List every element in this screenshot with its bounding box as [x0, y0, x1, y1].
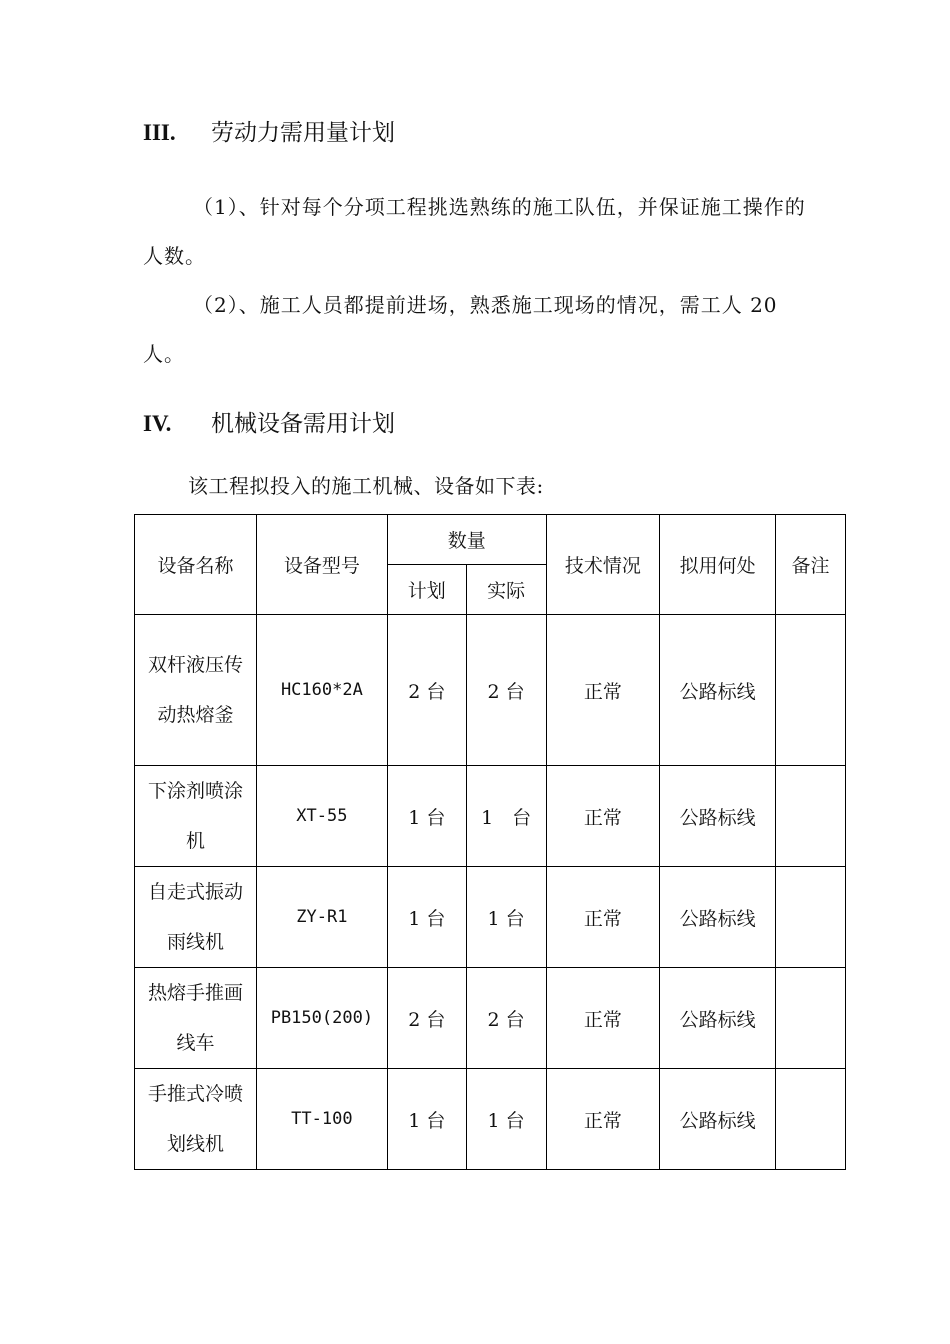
table-row: [135, 968, 846, 1069]
usage: 公路标线: [660, 867, 776, 968]
section-4-heading: [143, 409, 395, 439]
quantity-actual: 2 台: [466, 615, 546, 766]
condition: 正常: [546, 766, 660, 867]
remarks: [776, 766, 846, 867]
equipment-name: 手推式冷喷划线机: [147, 1083, 243, 1155]
header-remarks: 备注: [776, 515, 846, 615]
usage: 公路标线: [660, 766, 776, 867]
equipment-model: ZY-R1: [256, 867, 387, 968]
table-row: [135, 766, 846, 867]
quantity-planned: 2 台: [387, 615, 466, 766]
quantity-planned: 2 台: [387, 968, 466, 1069]
header-planned: 计划: [387, 565, 466, 615]
table-row: [135, 615, 846, 766]
table-intro: 该工程拟投入的施工机械、设备如下表:: [188, 474, 544, 498]
equipment-model: PB150(200): [256, 968, 387, 1069]
usage: 公路标线: [660, 968, 776, 1069]
header-usage: 拟用何处: [660, 515, 776, 615]
equipment-name: 下涂剂喷涂机: [147, 780, 243, 852]
remarks: [776, 615, 846, 766]
section-number: IV.: [143, 411, 172, 436]
condition: 正常: [546, 1069, 660, 1170]
quantity-planned: 1 台: [387, 1069, 466, 1170]
section-number: III.: [143, 120, 176, 145]
table-row: [135, 867, 846, 968]
equipment-name: 自走式振动雨线机: [147, 881, 243, 953]
quantity-planned: 1 台: [387, 766, 466, 867]
header-condition: 技术情况: [546, 515, 660, 615]
remarks: [776, 968, 846, 1069]
section-3-heading: [143, 118, 395, 148]
remarks: [776, 867, 846, 968]
quantity-actual: 2 台: [466, 968, 546, 1069]
usage: 公路标线: [660, 1069, 776, 1170]
equipment-name: 双杆液压传动热熔釜: [147, 654, 243, 726]
section-title: 劳动力需用量计划: [211, 120, 395, 146]
equipment-table: [134, 514, 846, 1170]
equipment-model: HC160*2A: [256, 615, 387, 766]
condition: 正常: [546, 968, 660, 1069]
equipment-model: XT-55: [256, 766, 387, 867]
quantity-actual: 1 台: [466, 1069, 546, 1170]
paragraph-2: （2）、施工人员都提前进场，熟悉施工现场的情况，需工人 20 人。: [143, 293, 778, 366]
paragraph-1: （1）、针对每个分项工程挑选熟练的施工队伍，并保证施工操作的人数。: [143, 195, 806, 268]
header-model: 设备型号: [256, 515, 387, 615]
equipment-model: TT-100: [256, 1069, 387, 1170]
header-name: 设备名称: [135, 515, 257, 615]
remarks: [776, 1069, 846, 1170]
quantity-actual: 1 台: [466, 867, 546, 968]
table-header-row: [135, 515, 846, 565]
usage: 公路标线: [660, 615, 776, 766]
condition: 正常: [546, 615, 660, 766]
header-actual: 实际: [466, 565, 546, 615]
header-quantity: 数量: [387, 515, 546, 565]
table-row: [135, 1069, 846, 1170]
condition: 正常: [546, 867, 660, 968]
equipment-name: 热熔手推画线车: [147, 982, 243, 1054]
quantity-planned: 1 台: [387, 867, 466, 968]
section-title: 机械设备需用计划: [211, 411, 395, 437]
quantity-actual: 1 台: [466, 766, 546, 867]
